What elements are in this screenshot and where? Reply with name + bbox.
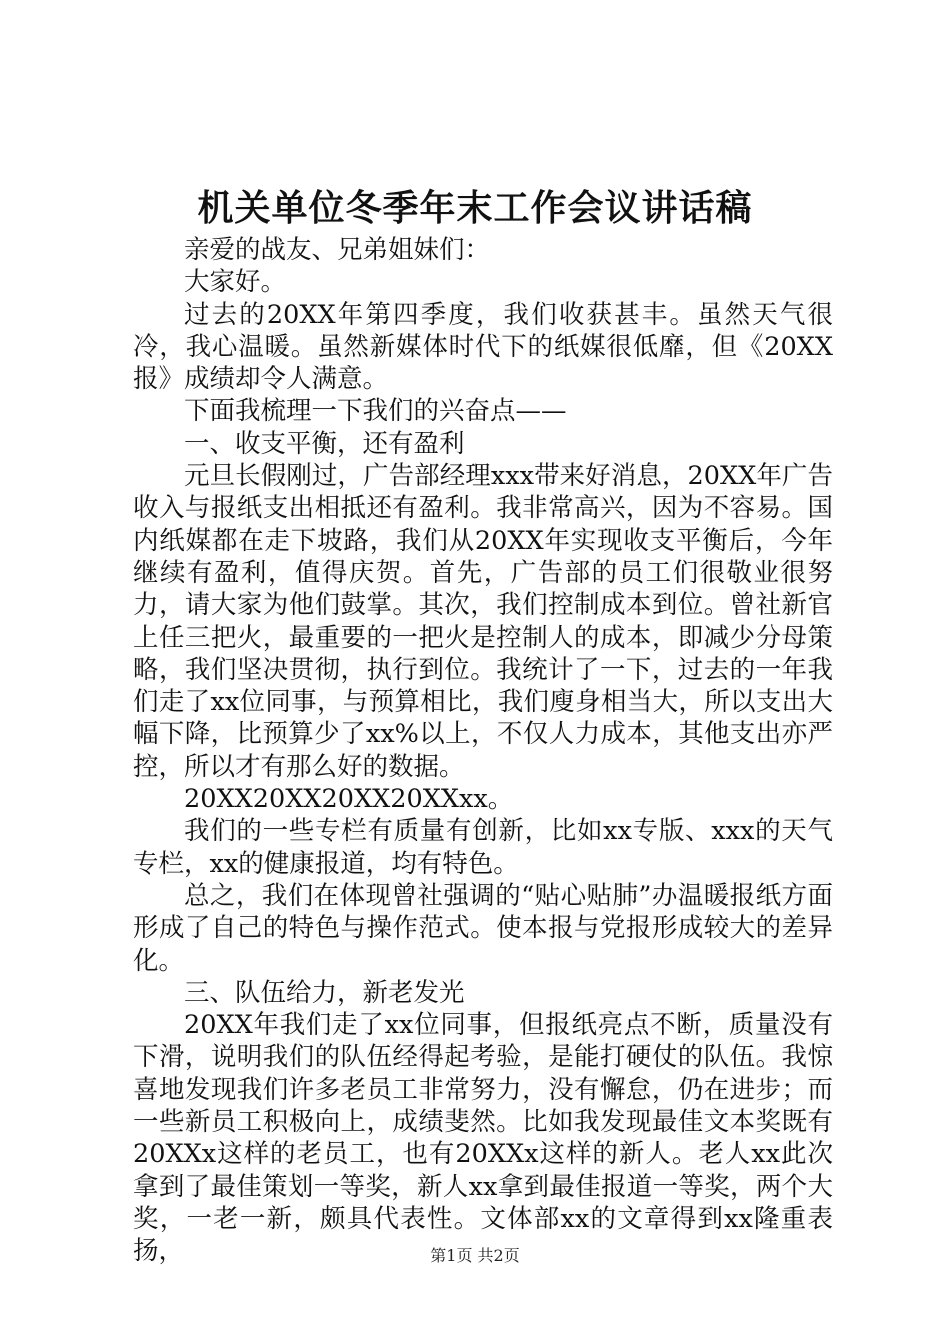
paragraph-columns: 我们的一些专栏有质量有创新，比如xx专版、xxx的天气专栏，xx的健康报道，均有特色。 xyxy=(133,816,833,879)
document-body xyxy=(133,234,833,1268)
paragraph-placeholder-line: 20XX20XX20XX20XXxx。 xyxy=(184,784,514,815)
paragraph-hello: 大家好。 xyxy=(184,267,287,298)
paragraph-intro: 过去的20XX年第四季度，我们收获甚丰。虽然天气很冷，我心温暖。虽然新媒体时代下的纸媒很低靡，但《20XX报》成绩却令人满意。 xyxy=(133,299,833,395)
section-heading-team: 三、队伍给力，新老发光 xyxy=(184,977,465,1008)
paragraph-greeting: 亲爱的战友、兄弟姐妹们： xyxy=(184,235,491,265)
paragraph-balance-detail: 元旦长假刚过，广告部经理xxx带来好消息，20XX年广告收入与报纸支出相抵还有盈利。我非常高兴，因为不容易。国内纸媒都在走下坡路，我们从20XX年实现收支平衡后，今年继续有盈利，值得庆贺。首先，广告部的员工们很敬业很努力，请大家为他们鼓掌。其次，我们控制成本到位。曾社新官上任三把火，最重要的一把火是控制人的成本，即减少分母策略，我们坚决贯彻，执行到位。我统计了一下，过去的一年我们走了xx位同事，与预算相比，我们廋身相当大，所以支出大幅下降，比预算少了xx%以上，不仅人力成本，其他支出亦严控，所以才有那么好的数据。 xyxy=(133,461,833,782)
paragraph-summary: 总之，我们在体现曾社强调的“贴心贴肺”办温暖报纸方面形成了自己的特色与操作范式。使本报与党报形成较大的差异化。 xyxy=(133,880,833,976)
page-footer: 第1页 共2页 xyxy=(430,1246,520,1265)
paragraph-highlights-lead: 下面我梳理一下我们的兴奋点—— xyxy=(184,396,567,427)
paragraph-team-detail: 20XX年我们走了xx位同事，但报纸亮点不断，质量没有下滑，说明我们的队伍经得起考验，是能打硬仗的队伍。我惊喜地发现我们许多老员工非常努力，没有懈怠，仍在进步；而一些新员工积极向上，成绩斐然。比如我发现最佳文本奖既有20XXx这样的老员工，也有20XXx这样的新人。老人xx此次拿到了最佳策划一等奖，新人xx拿到最佳报道一等奖，两个大奖，一老一新，颇具代表性。文体部xx的文章得到xx隆重表扬， xyxy=(133,1010,833,1267)
section-heading-balance: 一、收支平衡，还有盈利 xyxy=(184,428,465,459)
document-title: 机关单位冬季年末工作会议讲话稿 xyxy=(197,187,753,229)
